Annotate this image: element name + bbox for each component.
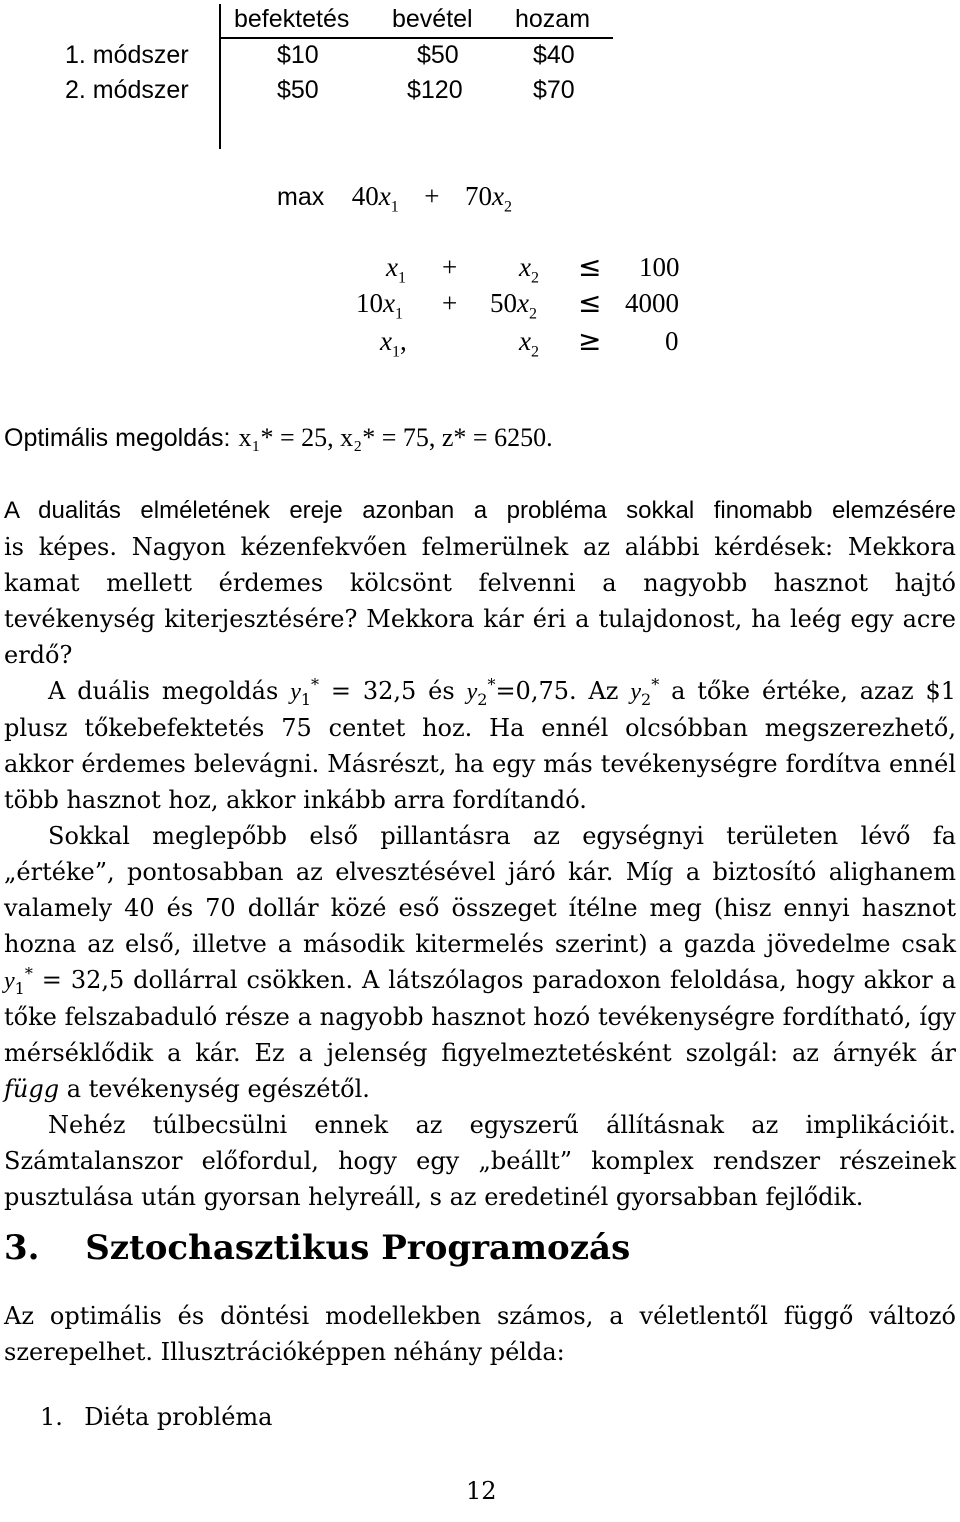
section-title: Sztochasztikus Programozás <box>85 1228 631 1268</box>
table-row-label: 1. módszer <box>65 41 189 69</box>
lp-relation: ≥ <box>578 324 602 357</box>
lp-relation: ≤ <box>578 286 602 319</box>
lp-constraint: $10x_1$ <box>356 288 403 323</box>
table-header-bevetel: bevétel <box>392 5 473 33</box>
table-cell: $40 <box>533 41 575 69</box>
lp-operator: + <box>442 252 458 282</box>
list-text: Diéta probléma <box>84 1403 273 1431</box>
body-text <box>4 493 956 1215</box>
lp-constraint: $50x_2$ <box>490 288 537 323</box>
paragraph: A dualitás elméletének ereje azonban a probléma sokkal finomabb elemzésére <box>4 497 956 524</box>
table-cell: $120 <box>407 76 463 104</box>
paragraph: Nehéz túlbecsülni ennek az egyszerű állításnak az implikációit. Számtalanszor előfordul, hogy egy „beállt” komplex rendszer részeinek pusztulása után gyorsan helyreáll, s az eredetinél gyorsabban fejlődik. <box>4 1111 956 1211</box>
lp-constraint: $x_1$ <box>386 252 406 287</box>
lp-rhs: 4000 <box>625 288 679 318</box>
page-number: 12 <box>466 1477 497 1505</box>
paragraph: Sokkal meglepőbb első pillantásra az egységnyi területen lévő fa „értéke”, pontosabban az elvesztésével járó kár. Míg a biztosító alighanem valamely 40 és 70 dollár közé eső összeget ítélne meg (hisz ennyi hasznot hozna az első, illetve a második kitermelés szerint) a gazda jövedelme csak $y_1^* = 32,5$ dollárral csökken. A látszólagos paradoxon feloldása, hogy akkor a tőke felszabaduló része a nagyobb hasznot hozó tevékenységre fordítható, így mérséklődik a kár. Ez a jelenség figyelmeztetésként szolgál: az árnyék ár függ a tevékenység egészétől. <box>4 822 956 1103</box>
lp-rhs: 100 <box>639 252 680 282</box>
lp-objective: $\max 40x_1 + 70x_2$ <box>277 181 512 216</box>
table-header-befektetes: befektetés <box>234 5 350 33</box>
example-list <box>40 1403 272 1431</box>
section-intro <box>4 1298 956 1370</box>
emphasis: függ <box>4 1075 60 1103</box>
lp-relation: ≤ <box>578 250 602 283</box>
paragraph: is képes. Nagyon kézenfekvően felmerülnek az alábbi kérdések: Mekkora kamat mellett érdemes kölcsönt felvenni a nagyobb hasznot hajtó tevékenység kiterjesztésére? Mekkora kár éri a tulajdonost, ha leég egy acre erdő? <box>4 533 956 669</box>
table-header-hozam: hozam <box>515 5 591 33</box>
list-number: 1. <box>40 1403 63 1431</box>
lp-constraint: $x_1$, <box>380 326 407 361</box>
table-cell: $10 <box>277 41 319 69</box>
table-cell: $50 <box>417 41 459 69</box>
lp-constraint: $x_2$ <box>519 252 539 287</box>
section-number: 3. <box>4 1228 40 1268</box>
paragraph: Az optimális és döntési modellekben számos, a véletlentől függő változó szerepelhet. Illusztrációképpen néhány példa: <box>4 1302 956 1366</box>
list-item <box>40 1403 272 1431</box>
lp-constraint: $x_2$ <box>519 326 539 361</box>
lp-rhs: 0 <box>665 326 679 356</box>
section-heading <box>4 1228 630 1268</box>
paragraph: A duális megoldás $y_1^* = 32,5$ és $y_2^*=0,75$. Az $y_2^*$ a tőke értéke, azaz $1 plusz tőkebefektetés 75 centet hoz. Ha ennél olcsóbban megszerezhető, akkor érdemes belevágni. Másrészt, ha egy más tevékenységre fordítva ennél több hasznot hoz, akkor inkább arra fordítandó. <box>4 675 957 814</box>
optimal-values: x₁* = 25, x₂* = 75, z* = 6250. <box>238 423 553 452</box>
table-cell: $70 <box>533 76 575 104</box>
table-vertical-rule <box>219 4 221 149</box>
table-cell: $50 <box>277 76 319 104</box>
table-row-label: 2. módszer <box>65 76 189 104</box>
optimal-label: Optimális megoldás: <box>4 424 231 452</box>
table-header-rule <box>219 37 613 39</box>
optimal-solution <box>4 423 553 453</box>
lp-operator: + <box>442 288 458 318</box>
